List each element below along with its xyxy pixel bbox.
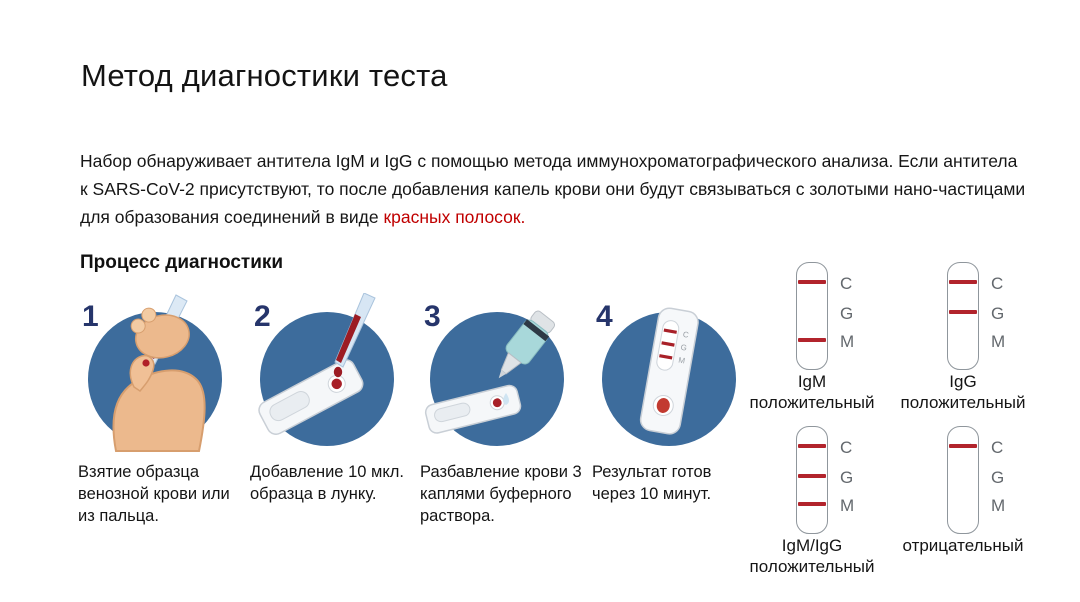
strip-result-subtitle: положительный <box>749 393 875 412</box>
step-number: 3 <box>424 300 441 333</box>
step-number: 2 <box>254 300 271 333</box>
finger-blood-sampling-icon <box>80 293 230 453</box>
test-strip <box>796 426 828 534</box>
strip-line-c <box>798 280 826 284</box>
letter-c: C <box>840 438 853 457</box>
process-heading: Процесс диагностики <box>80 252 284 273</box>
strip-line-g <box>949 310 977 314</box>
strip-result-title: отрицательный <box>902 536 1024 555</box>
strip-result-subtitle: положительный <box>900 393 1026 412</box>
letter-c: C <box>991 274 1004 293</box>
letter-m: M <box>840 332 855 351</box>
svg-text:M: M <box>677 355 686 366</box>
strip-line-m <box>798 502 826 506</box>
strip-line-g <box>798 474 826 478</box>
step-caption: Результат готов через 10 минут. <box>592 463 712 503</box>
intro-red-highlight: красных полосок. <box>383 207 526 227</box>
step-caption: Добавление 10 мкл. образца в лунку. <box>250 463 404 503</box>
step-2 <box>246 300 414 560</box>
letter-m: M <box>840 496 855 515</box>
test-strip <box>947 262 979 370</box>
letter-m: M <box>991 496 1006 515</box>
step-number: 4 <box>596 300 613 333</box>
step-4 <box>588 300 756 560</box>
letter-c: C <box>840 274 853 293</box>
letter-g: G <box>991 468 1005 487</box>
letter-g: G <box>840 468 854 487</box>
strip-line-c <box>949 280 977 284</box>
strip-result-title: IgM/IgG <box>781 536 843 555</box>
step-number: 1 <box>82 300 99 333</box>
test-strip <box>947 426 979 534</box>
strip-line-c <box>798 444 826 448</box>
strip-result-title: IgM <box>797 372 827 391</box>
svg-text:G: G <box>679 342 688 353</box>
letter-g: G <box>991 304 1005 323</box>
result-strip-negative <box>902 426 1077 590</box>
letter-m: M <box>991 332 1006 351</box>
strip-result-title: IgG <box>949 372 977 391</box>
strip-line-m <box>798 338 826 342</box>
buffer-bottle-icon <box>422 293 572 453</box>
result-cassette-icon <box>594 293 744 453</box>
step-1 <box>74 300 242 560</box>
step-3 <box>416 300 584 560</box>
page-title: Метод диагностики теста <box>81 58 448 93</box>
step-caption: Взятие образца венозной крови или из пальца. <box>78 463 230 525</box>
svg-text:C: C <box>682 329 690 340</box>
test-strip <box>796 262 828 370</box>
result-strip-igm-igg-positive <box>749 426 926 590</box>
intro-text: Набор обнаруживает антитела IgM и IgG с помощью метода иммунохроматографического анализа. Если антитела к SARS-CoV-2 присутствуют, то после добавления капель крови они будут связываться с золотыми нано-частицами для образования соединений в виде <box>80 151 1026 227</box>
result-strip-igg-positive <box>900 262 1077 426</box>
letter-c: C <box>991 438 1004 457</box>
strip-line-c <box>949 444 977 448</box>
strip-result-subtitle: положительный <box>749 557 875 576</box>
intro-paragraph <box>80 147 1028 231</box>
letter-g: G <box>840 304 854 323</box>
pipette-cassette-icon <box>252 293 402 453</box>
step-caption: Разбавление крови 3 каплями буферного раствора. <box>420 463 582 525</box>
